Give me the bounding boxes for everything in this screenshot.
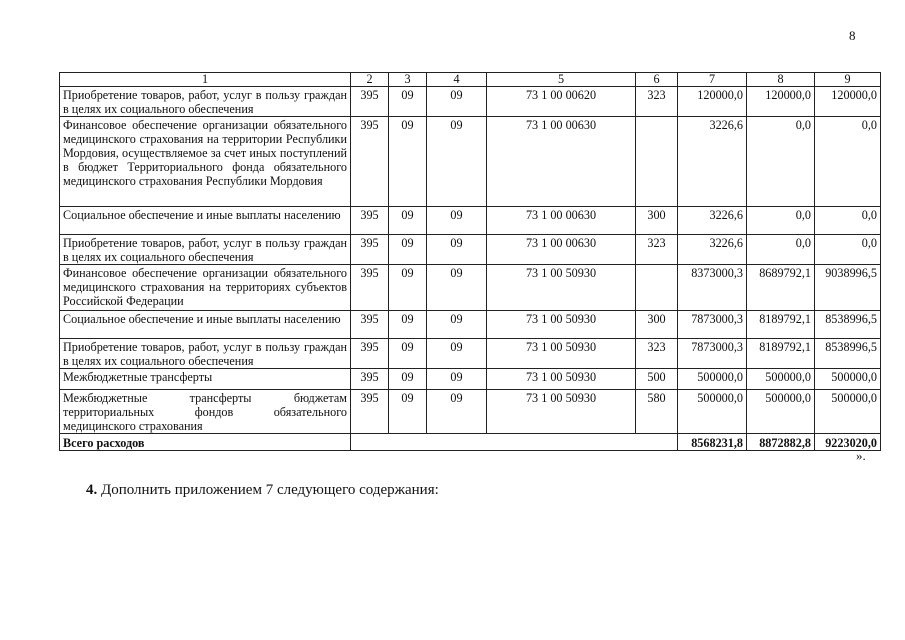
target-article-cell: 73 1 00 00630 — [487, 207, 636, 235]
subsection-code-cell: 09 — [427, 207, 487, 235]
amount-year2-cell: 8689792,1 — [747, 265, 815, 311]
amount-year1-cell: 120000,0 — [678, 87, 747, 117]
expense-type-cell — [636, 117, 678, 207]
admin-code-cell: 395 — [351, 265, 389, 311]
target-article-cell: 73 1 00 00630 — [487, 117, 636, 207]
target-article-cell: 73 1 00 50930 — [487, 369, 636, 390]
total-amount-cell: 9223020,0 — [815, 434, 881, 451]
column-header: 1 — [60, 73, 351, 87]
subsection-code-cell: 09 — [427, 235, 487, 265]
amount-year1-cell: 3226,6 — [678, 235, 747, 265]
expense-type-cell — [636, 265, 678, 311]
section-code-cell: 09 — [389, 369, 427, 390]
amount-year2-cell: 8189792,1 — [747, 339, 815, 369]
section-code-cell: 09 — [389, 390, 427, 434]
amount-year1-cell: 500000,0 — [678, 390, 747, 434]
amount-year3-cell: 9038996,5 — [815, 265, 881, 311]
expense-type-cell: 323 — [636, 235, 678, 265]
subsection-code-cell: 09 — [427, 87, 487, 117]
table-row — [60, 265, 881, 311]
total-amount-cell: 8872882,8 — [747, 434, 815, 451]
row-name-cell: Социальное обеспечение и иные выплаты населению — [60, 311, 351, 339]
closing-quote-mark: ». — [856, 448, 866, 463]
amount-year3-cell: 0,0 — [815, 117, 881, 207]
admin-code-cell: 395 — [351, 235, 389, 265]
row-name-cell: Приобретение товаров, работ, услуг в пользу граждан в целях их социального обеспечения — [60, 87, 351, 117]
amount-year3-cell: 500000,0 — [815, 369, 881, 390]
paragraph-text: Дополнить приложением 7 следующего содержания: — [101, 482, 439, 498]
subsection-code-cell: 09 — [427, 339, 487, 369]
amount-year2-cell: 0,0 — [747, 235, 815, 265]
target-article-cell: 73 1 00 00630 — [487, 235, 636, 265]
amount-year3-cell: 500000,0 — [815, 390, 881, 434]
table-header-row — [60, 73, 881, 87]
page-number: 8 — [849, 28, 856, 43]
amount-year2-cell: 500000,0 — [747, 369, 815, 390]
table-row — [60, 369, 881, 390]
amount-year3-cell: 8538996,5 — [815, 311, 881, 339]
expense-type-cell: 300 — [636, 207, 678, 235]
table-row — [60, 87, 881, 117]
amount-year1-cell: 7873000,3 — [678, 311, 747, 339]
subsection-code-cell: 09 — [427, 265, 487, 311]
expense-type-cell: 580 — [636, 390, 678, 434]
total-amount-cell: 8568231,8 — [678, 434, 747, 451]
amount-year2-cell: 0,0 — [747, 117, 815, 207]
table-row — [60, 117, 881, 207]
admin-code-cell: 395 — [351, 390, 389, 434]
admin-code-cell: 395 — [351, 87, 389, 117]
amount-year3-cell: 0,0 — [815, 207, 881, 235]
expense-type-cell: 323 — [636, 87, 678, 117]
amount-year2-cell: 120000,0 — [747, 87, 815, 117]
row-name-cell: Межбюджетные трансферты — [60, 369, 351, 390]
amount-year1-cell: 7873000,3 — [678, 339, 747, 369]
row-name-cell: Социальное обеспечение и иные выплаты населению — [60, 207, 351, 235]
total-empty-cell — [351, 434, 678, 451]
expense-type-cell: 500 — [636, 369, 678, 390]
subsection-code-cell: 09 — [427, 369, 487, 390]
section-code-cell: 09 — [389, 87, 427, 117]
amount-year3-cell: 120000,0 — [815, 87, 881, 117]
amount-year2-cell: 8189792,1 — [747, 311, 815, 339]
admin-code-cell: 395 — [351, 117, 389, 207]
amount-year3-cell: 8538996,5 — [815, 339, 881, 369]
column-header: 2 — [351, 73, 389, 87]
table-row — [60, 311, 881, 339]
amount-year3-cell: 0,0 — [815, 235, 881, 265]
section-code-cell: 09 — [389, 339, 427, 369]
total-row — [60, 434, 881, 451]
column-header: 9 — [815, 73, 881, 87]
subsection-code-cell: 09 — [427, 311, 487, 339]
subsection-code-cell: 09 — [427, 390, 487, 434]
table-row — [60, 390, 881, 434]
row-name-cell: Межбюджетные трансферты бюджетам территориальных фондов обязательного медицинского страхования — [60, 390, 351, 434]
target-article-cell: 73 1 00 50930 — [487, 311, 636, 339]
column-header: 4 — [427, 73, 487, 87]
section-code-cell: 09 — [389, 117, 427, 207]
amount-year1-cell: 8373000,3 — [678, 265, 747, 311]
column-header: 7 — [678, 73, 747, 87]
section-code-cell: 09 — [389, 265, 427, 311]
target-article-cell: 73 1 00 00620 — [487, 87, 636, 117]
amount-year1-cell: 500000,0 — [678, 369, 747, 390]
expense-type-cell: 323 — [636, 339, 678, 369]
amendment-paragraph — [86, 482, 439, 499]
table-row — [60, 207, 881, 235]
row-name-cell: Приобретение товаров, работ, услуг в пользу граждан в целях их социального обеспечения — [60, 235, 351, 265]
admin-code-cell: 395 — [351, 369, 389, 390]
admin-code-cell: 395 — [351, 339, 389, 369]
amount-year1-cell: 3226,6 — [678, 117, 747, 207]
expense-type-cell: 300 — [636, 311, 678, 339]
column-header: 5 — [487, 73, 636, 87]
target-article-cell: 73 1 00 50930 — [487, 265, 636, 311]
amount-year1-cell: 3226,6 — [678, 207, 747, 235]
row-name-cell: Финансовое обеспечение организации обязательного медицинского страхования на территории Республики Мордовия, осуществляемое за счет иных поступлений в бюджет Территориального фонда обязательного медицинского страхования Республики Мордовия — [60, 117, 351, 207]
total-label: Всего расходов — [60, 434, 351, 451]
amount-year2-cell: 500000,0 — [747, 390, 815, 434]
paragraph-number: 4. — [86, 482, 98, 498]
row-name-cell: Приобретение товаров, работ, услуг в пользу граждан в целях их социального обеспечения — [60, 339, 351, 369]
target-article-cell: 73 1 00 50930 — [487, 339, 636, 369]
target-article-cell: 73 1 00 50930 — [487, 390, 636, 434]
expenditure-table — [59, 72, 881, 451]
amount-year2-cell: 0,0 — [747, 207, 815, 235]
admin-code-cell: 395 — [351, 207, 389, 235]
admin-code-cell: 395 — [351, 311, 389, 339]
table-row — [60, 235, 881, 265]
column-header: 8 — [747, 73, 815, 87]
column-header: 6 — [636, 73, 678, 87]
section-code-cell: 09 — [389, 235, 427, 265]
row-name-cell: Финансовое обеспечение организации обязательного медицинского страхования на территориях субъектов Российской Федерации — [60, 265, 351, 311]
section-code-cell: 09 — [389, 207, 427, 235]
column-header: 3 — [389, 73, 427, 87]
subsection-code-cell: 09 — [427, 117, 487, 207]
table-row — [60, 339, 881, 369]
section-code-cell: 09 — [389, 311, 427, 339]
